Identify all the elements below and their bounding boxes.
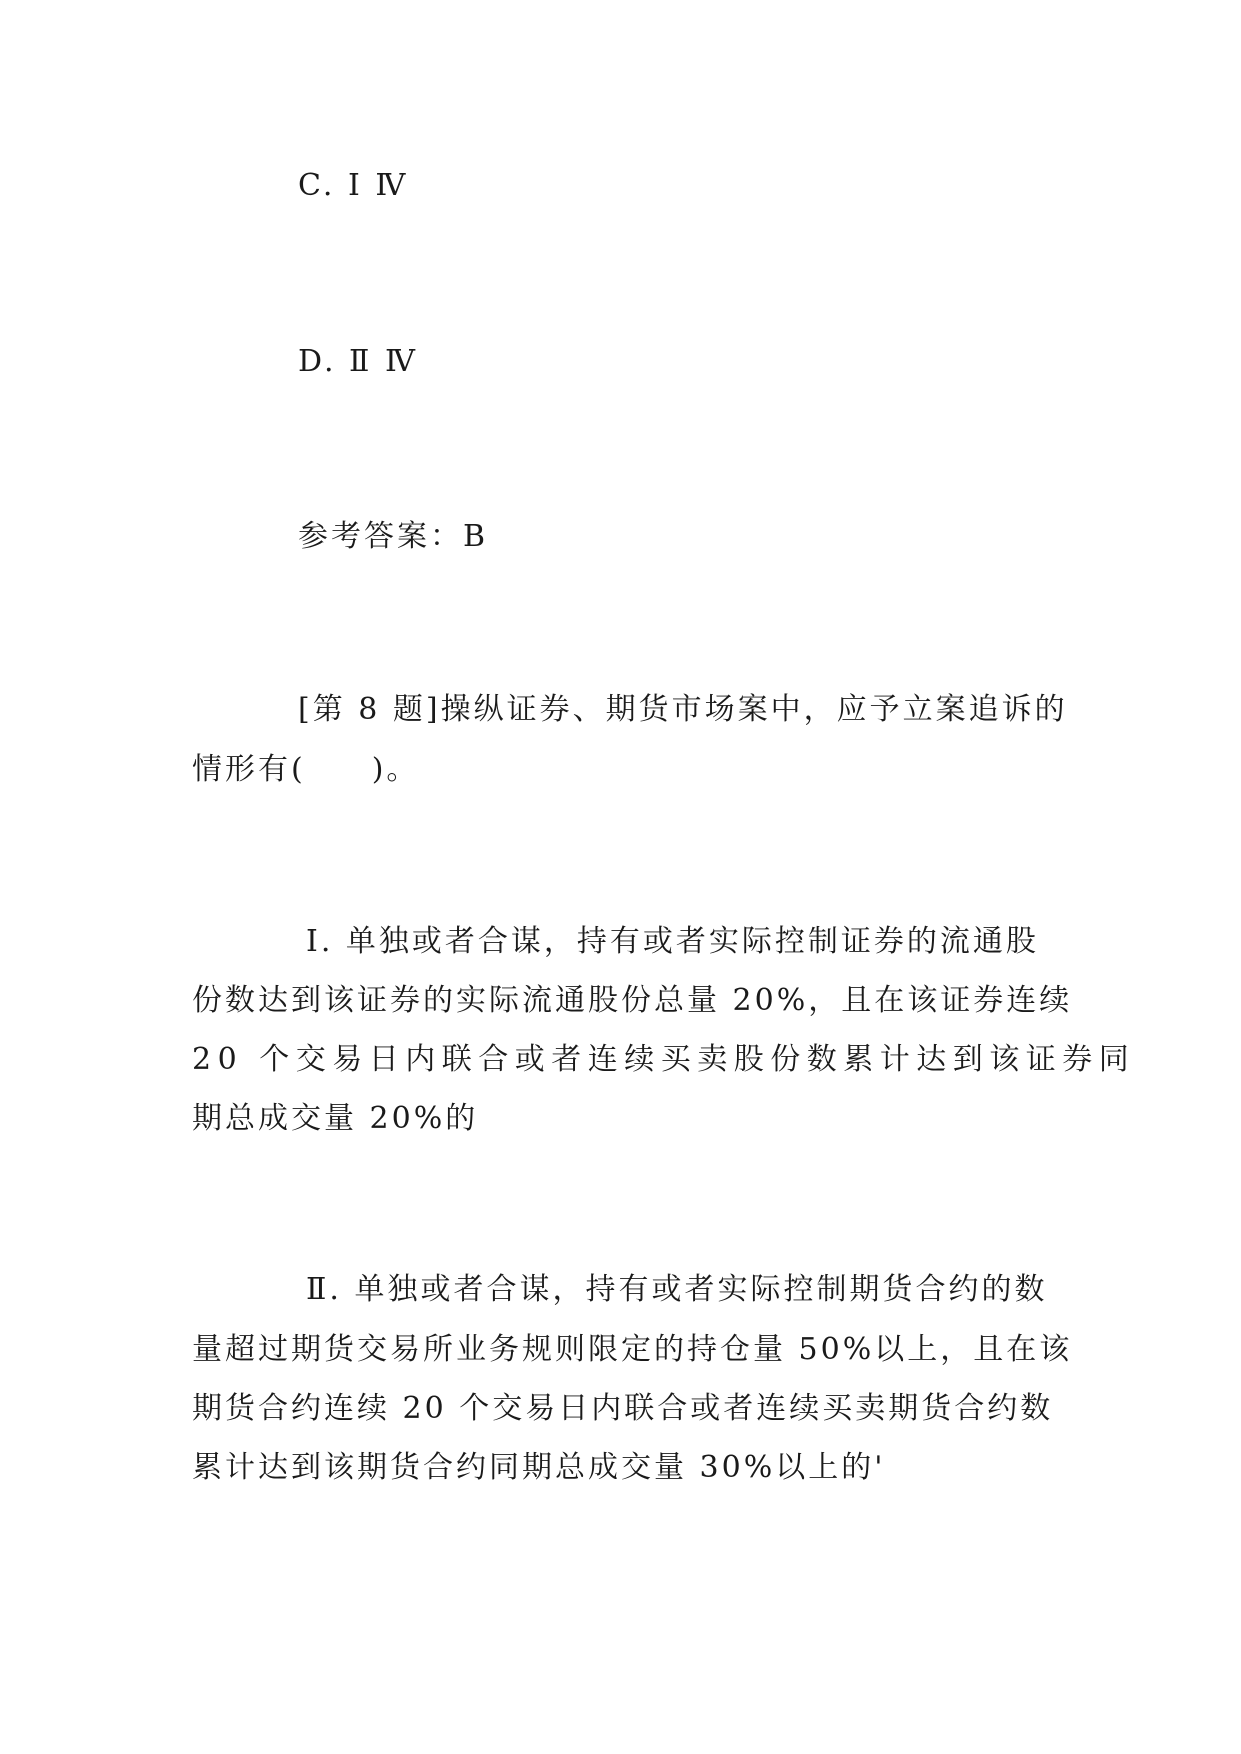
option-d: D. Ⅱ Ⅳ xyxy=(298,344,418,379)
item-2-line-1: Ⅱ. 单独或者合谋，持有或者实际控制期货合约的数 xyxy=(306,1272,1048,1307)
question-8-line-2: 情形有( )。 xyxy=(192,752,420,787)
reference-answer: 参考答案：B xyxy=(298,519,489,554)
item-1-line-1: Ⅰ. 单独或者合谋，持有或者实际控制证券的流通股 xyxy=(306,924,1039,959)
item-2-line-2: 量超过期货交易所业务规则限定的持仓量 50%以上，且在该 xyxy=(192,1332,1073,1367)
item-2-line-3: 期货合约连续 20 个交易日内联合或者连续买卖期货合约数 xyxy=(192,1391,1054,1426)
item-1-line-3: 20 个交易日内联合或者连续买卖股份数累计达到该证券同 xyxy=(192,1042,1136,1077)
question-8-line-1: [第 8 题]操纵证券、期货市场案中，应予立案追诉的 xyxy=(298,692,1068,727)
option-c: C. Ⅰ Ⅳ xyxy=(298,168,409,203)
item-2-line-4: 累计达到该期货合约同期总成交量 30%以上的' xyxy=(192,1450,886,1485)
item-1-line-2: 份数达到该证券的实际流通股份总量 20%，且在该证券连续 xyxy=(192,983,1073,1018)
item-1-line-4: 期总成交量 20%的 xyxy=(192,1101,479,1136)
